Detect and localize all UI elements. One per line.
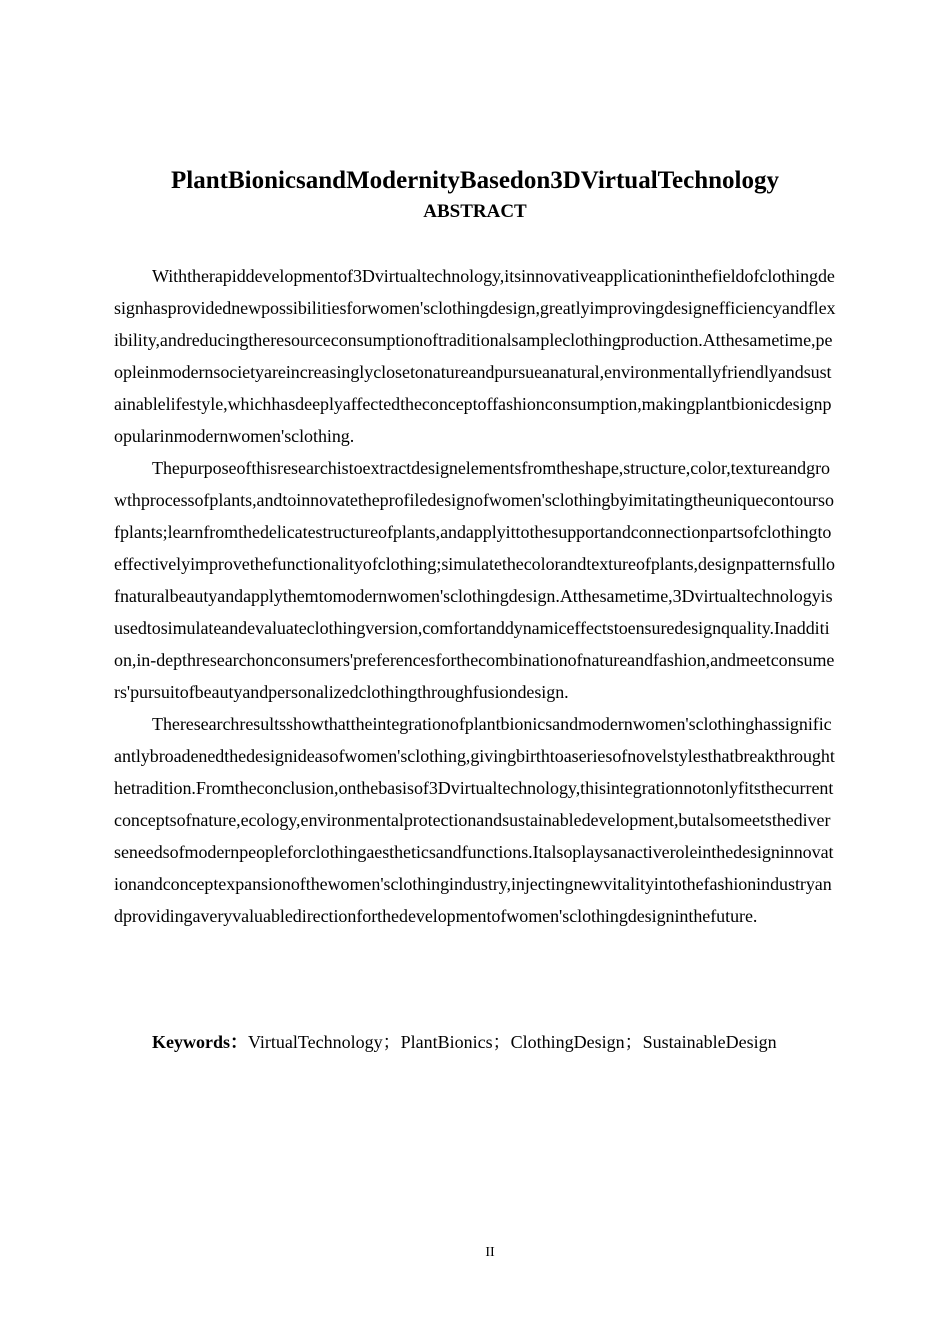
keyword-item: ClothingDesign； bbox=[510, 1032, 643, 1052]
keyword-item: SustainableDesign bbox=[642, 1032, 777, 1052]
abstract-body bbox=[114, 260, 836, 932]
keyword-item: PlantBionics； bbox=[400, 1032, 511, 1052]
abstract-paragraph-1: Withtherapiddevelopmentof3Dvirtualtechnology,itsinnovativeapplicationinthefieldofclothingdesignhasprovidednewpossibilitiesforwomen'sclothingdesign,greatlyimprovingdesignefficiencyandflexibility,andreducingtheresourceconsumptionoftraditionalsampleclothingproduction.Atthesametime,peopleinmodernsocietyareincreasinglyclosetonatureandpursueanatural,environmentallyfriendlyandsustainablelifestyle,whichhasdeeplyaffectedtheconceptoffashionconsumption,makingplantbionicdesignpopularinmodernwomen'sclothing. bbox=[114, 266, 836, 446]
paper-title: PlantBionicsandModernityBasedon3DVirtualTechnology bbox=[171, 167, 779, 194]
keywords-label: Keywords： bbox=[152, 1032, 248, 1052]
keywords-line bbox=[152, 1026, 852, 1058]
abstract-heading: ABSTRACT bbox=[423, 201, 527, 222]
page-number: II bbox=[485, 1245, 495, 1260]
abstract-paragraph-3: Theresearchresultsshowthattheintegrationofplantbionicsandmodernwomen'sclothinghassignificantlybroadenedthedesignideasofwomen'sclothing,givingbirthtoaseriesofnovelstylesthatbreakthroughthetradition.Fromtheconclusion,onthebasisof3Dvirtualtechnology,thisintegrationnotonlyfitsthecurrentconceptsofnature,ecology,environmentalprotectionandsustainabledevelopment,butalsomeetsthediverseneedsofmodernpeopleforclothingaestheticsandfunctions.Italsoplaysanactiveroleinthedesigninnovationandconceptexpansionofthewomen'sclothingindustry,injectingnewvitalityintothefashionindustryandprovidingaveryvaluabledirectionforthedevelopmentofwomen'sclothingdesigninthefuture. bbox=[114, 714, 835, 926]
keyword-item: VirtualTechnology； bbox=[248, 1032, 401, 1052]
abstract-paragraph-2: Thepurposeofthisresearchistoextractdesignelementsfromtheshape,structure,color,textureandgrowthprocessofplants,andtoinnovatetheprofiledesignofwomen'sclothingbyimitatingtheuniquecontoursofplants;learnfromthedelicatestructureofplants,andapplyittothesupportandconnectionpartsofclothingtoeffectivelyimprovethefunctionalityofclothing;simulatethecolorandtextureofplants,designpatternsfullofnaturalbeautyandapplythemtomodernwomen'sclothingdesign.Atthesametime,3Dvirtualtechnologyisusedtosimulateandevaluateclothingversion,comfortanddynamiceffectstoensuredesignquality.Inaddition,in-depthresearchonconsumers'preferencesforthecombinationofnatureandfashion,andmeetconsumers'pursuitofbeautyandpersonalizedclothingthroughfusiondesign. bbox=[114, 458, 836, 702]
